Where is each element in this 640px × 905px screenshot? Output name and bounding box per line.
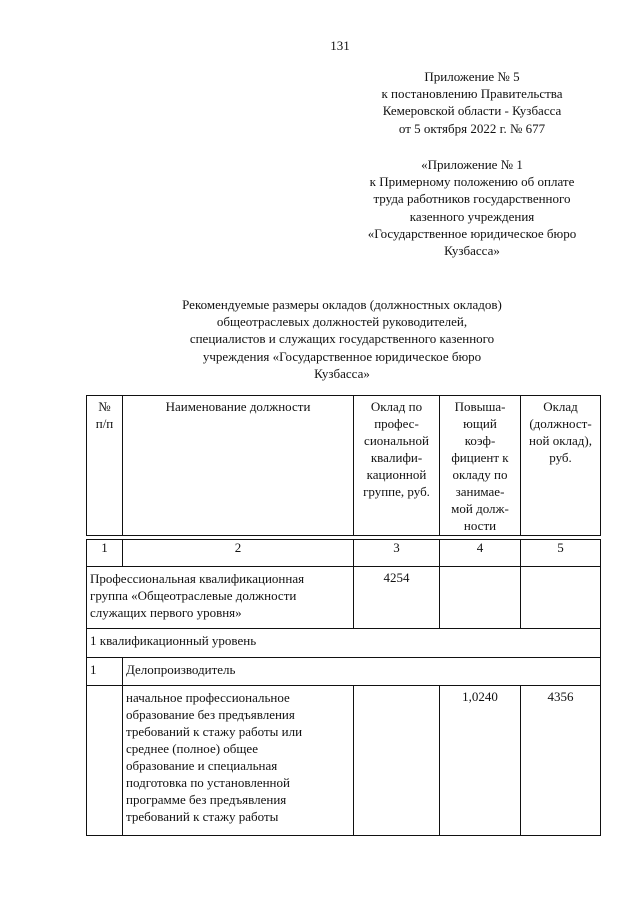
empty-cell xyxy=(87,686,123,836)
requirement-text: начальное профессиональное образование без предъявления требований к стажу работы или среднее (полное) общее образование и специальная подготовка по установленной программе без предъявления требований к стажу работы xyxy=(123,686,354,836)
appendix-5-line: к постановлению Правительства xyxy=(381,86,563,102)
appendix-5-line: от 5 октября 2022 г. № 677 xyxy=(398,120,546,136)
appendix-5-line: Приложение № 5 xyxy=(424,69,520,84)
appendix-1-line: «Приложение № 1 xyxy=(421,157,523,172)
header-group-salary: Оклад по профес- сиональной квалифи- кационной группе, руб. xyxy=(354,396,440,536)
position-row xyxy=(87,658,601,686)
title-line: учреждения «Государственное юридическое бюро xyxy=(202,348,482,364)
appendix-5-line: Кемеровской области - Кузбасса xyxy=(382,103,562,119)
salary-table xyxy=(86,539,601,836)
group-salary-value: 4254 xyxy=(354,567,440,629)
empty-cell xyxy=(521,567,601,629)
empty-cell xyxy=(354,686,440,836)
column-number: 1 xyxy=(87,540,123,567)
title-line: общеотраслевых должностей руководителей, xyxy=(216,314,468,330)
qualification-level: 1 квалификационный уровень xyxy=(87,629,601,658)
appendix-5-block xyxy=(340,68,604,137)
column-number: 5 xyxy=(521,540,601,567)
appendix-1-line: труда работников государственного xyxy=(373,191,571,207)
qualification-level-row xyxy=(87,629,601,658)
appendix-1-line: «Государственное юридическое бюро xyxy=(367,225,577,241)
salary-value: 4356 xyxy=(521,686,601,836)
coefficient-value: 1,0240 xyxy=(440,686,521,836)
page-number: 131 xyxy=(330,38,350,53)
appendix-1-line: Кузбасса» xyxy=(444,243,500,259)
title-line: Кузбасса» xyxy=(314,365,370,381)
header-salary: Оклад (должност- ной оклад), руб. xyxy=(521,396,601,536)
empty-cell xyxy=(440,567,521,629)
position-number: 1 xyxy=(87,658,123,686)
appendix-1-line: к Примерному положению об оплате xyxy=(369,174,575,190)
qualification-group-row xyxy=(87,567,601,629)
column-number: 3 xyxy=(354,540,440,567)
title-line: Рекомендуемые размеры окладов (должностных окладов) xyxy=(182,297,502,312)
appendix-1-line: казенного учреждения xyxy=(409,208,535,224)
header-table xyxy=(86,395,601,536)
column-number-row xyxy=(87,540,601,567)
document-title xyxy=(140,296,544,382)
title-line: специалистов и служащих государственного казенного xyxy=(189,331,495,347)
requirement-row xyxy=(87,686,601,836)
position-name: Делопроизводитель xyxy=(123,658,601,686)
appendix-1-block xyxy=(340,156,604,259)
qualification-group-name: Профессиональная квалификационная группа «Общеотраслевые должности служащих первого уровня» xyxy=(87,567,354,629)
header-num: № п/п xyxy=(87,396,123,536)
header-position-name: Наименование должности xyxy=(123,396,354,536)
column-number: 2 xyxy=(123,540,354,567)
column-number: 4 xyxy=(440,540,521,567)
header-coefficient: Повыша- ющий коэф- фициент к окладу по занимае- мой долж- ности xyxy=(440,396,521,536)
